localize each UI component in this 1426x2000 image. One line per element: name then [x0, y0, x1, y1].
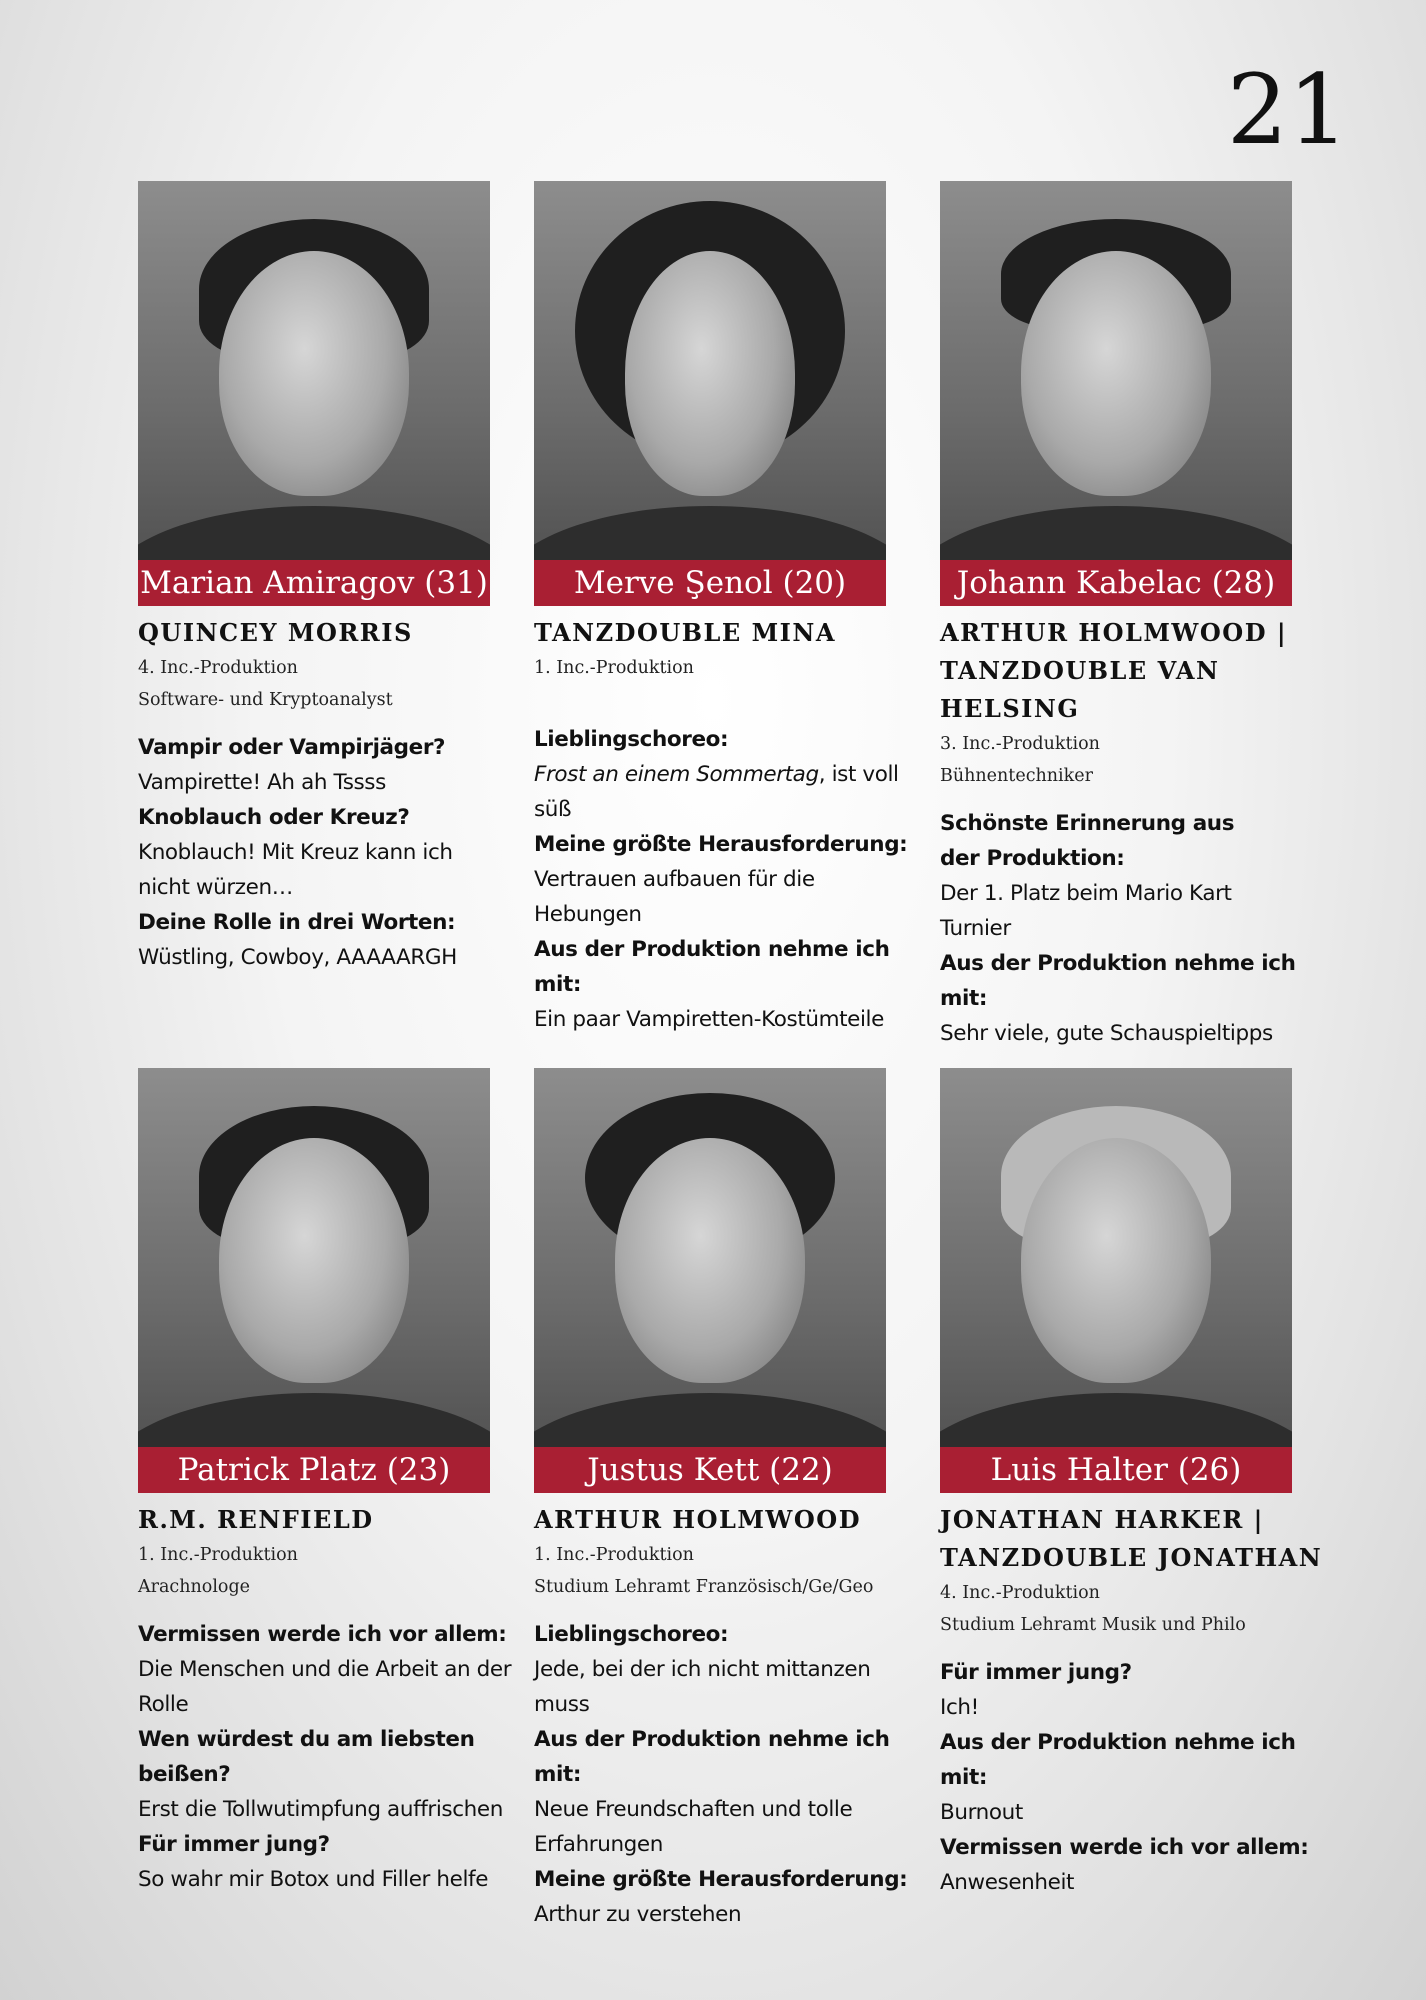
qa-list: [138, 1617, 538, 1897]
answer: Arthur zu verstehen: [534, 1902, 742, 1927]
answer: Ich!: [940, 1695, 979, 1720]
occupation: Arachnologe: [138, 1577, 251, 1597]
cast-card-justus: [534, 1068, 934, 1932]
cast-card-patrick: [138, 1068, 538, 1897]
question: Meine größte Herausforderung:: [534, 1867, 908, 1892]
answer: Vertrauen aufbauen für die Hebungen: [534, 867, 815, 927]
question: Aus der Produktion nehme ich mit:: [534, 1727, 890, 1787]
production-count: 1. Inc.-Produktion: [534, 658, 694, 678]
answer: Anwesenheit: [940, 1870, 1075, 1895]
name-band: Merve Şenol (20): [534, 560, 886, 606]
name-band: Luis Halter (26): [940, 1447, 1292, 1493]
qa-list: [940, 1655, 1340, 1900]
production-count: 4. Inc.-Produktion: [138, 658, 298, 678]
answer: Sehr viele, gute Schauspieltipps: [940, 1021, 1273, 1046]
portrait-photo: [138, 1068, 490, 1493]
answer: [534, 757, 924, 827]
answer: Vampirette! Ah ah Tssss: [138, 770, 386, 795]
portrait-photo: [940, 181, 1292, 606]
production-count: 1. Inc.-Produktion: [138, 1545, 298, 1565]
answer: Ein paar Vampiretten-Kostümteile: [534, 1007, 884, 1032]
answer: Burnout: [940, 1800, 1023, 1825]
name-band: Marian Amiragov (31): [138, 560, 490, 606]
role-title: TANZDOUBLE MINA: [534, 618, 836, 647]
question: Aus der Produktion nehme ich mit:: [940, 951, 1296, 1011]
role-title: ARTHUR HOLMWOOD | TANZDOUBLE VAN HELSING: [940, 618, 1288, 723]
cast-card-luis: [940, 1068, 1340, 1900]
cast-card-merve: [534, 181, 934, 1037]
occupation: Software- und Kryptoanalyst: [138, 690, 393, 710]
role-title: JONATHAN HARKER | TANZDOUBLE JONATHAN: [940, 1505, 1323, 1572]
answer: Die Menschen und die Arbeit an der Rolle: [138, 1657, 512, 1717]
answer: Der 1. Platz beim Mario Kart Turnier: [940, 881, 1232, 941]
question: Wen würdest du am liebsten beißen?: [138, 1727, 475, 1787]
question: Aus der Produktion nehme ich mit:: [940, 1730, 1296, 1790]
qa-list: [940, 806, 1340, 1051]
cast-card-johann: [940, 181, 1340, 1051]
qa-list: [534, 722, 934, 1037]
name-band: Justus Kett (22): [534, 1447, 886, 1493]
question: Meine größte Herausforderung:: [534, 832, 908, 857]
question: Vermissen werde ich vor allem:: [138, 1622, 507, 1647]
answer: Neue Freundschaften und tolle Erfahrungen: [534, 1797, 853, 1857]
question: Aus der Produktion nehme ich mit:: [534, 937, 890, 997]
qa-list: [138, 730, 538, 975]
occupation: Studium Lehramt Musik und Philo: [940, 1615, 1246, 1635]
answer: So wahr mir Botox und Filler helfe: [138, 1867, 489, 1892]
portrait-photo: [138, 181, 490, 606]
question: Lieblingschoreo:: [534, 1622, 729, 1647]
answer: Knoblauch! Mit Kreuz kann ich nicht würzen…: [138, 840, 453, 900]
answer: Erst die Tollwutimpfung auffrischen: [138, 1797, 503, 1822]
question: Schönste Erinnerung aus der Produktion:: [940, 811, 1235, 871]
answer: Wüstling, Cowboy, AAAAARGH: [138, 945, 457, 970]
question: Deine Rolle in drei Worten:: [138, 910, 456, 935]
answer-rest: , ist voll süß: [534, 762, 899, 822]
portrait-photo: [940, 1068, 1292, 1493]
role-title: QUINCEY MORRIS: [138, 618, 413, 647]
role-title: ARTHUR HOLMWOOD: [534, 1505, 862, 1534]
production-count: 1. Inc.-Produktion: [534, 1545, 694, 1565]
question: Vermissen werde ich vor allem:: [940, 1835, 1309, 1860]
question: Vampir oder Vampirjäger?: [138, 735, 446, 760]
portrait-photo: [534, 181, 886, 606]
portrait-photo: [534, 1068, 886, 1493]
name-band: Patrick Platz (23): [138, 1447, 490, 1493]
occupation: Studium Lehramt Französisch/Ge/Geo: [534, 1577, 874, 1597]
question: Für immer jung?: [940, 1660, 1132, 1685]
production-count: 4. Inc.-Produktion: [940, 1583, 1100, 1603]
occupation: Bühnentechniker: [940, 766, 1093, 786]
production-count: 3. Inc.-Produktion: [940, 734, 1100, 754]
question: Knoblauch oder Kreuz?: [138, 805, 410, 830]
answer-italic: Frost an einem Sommertag: [534, 762, 819, 787]
page-number: 21: [1226, 54, 1349, 166]
cast-card-marian: [138, 181, 538, 975]
qa-list: [534, 1617, 934, 1932]
question: Lieblingschoreo:: [534, 727, 729, 752]
name-band: Johann Kabelac (28): [940, 560, 1292, 606]
question: Für immer jung?: [138, 1832, 330, 1857]
role-title: R.M. RENFIELD: [138, 1505, 374, 1534]
answer: Jede, bei der ich nicht mittanzen muss: [534, 1657, 871, 1717]
